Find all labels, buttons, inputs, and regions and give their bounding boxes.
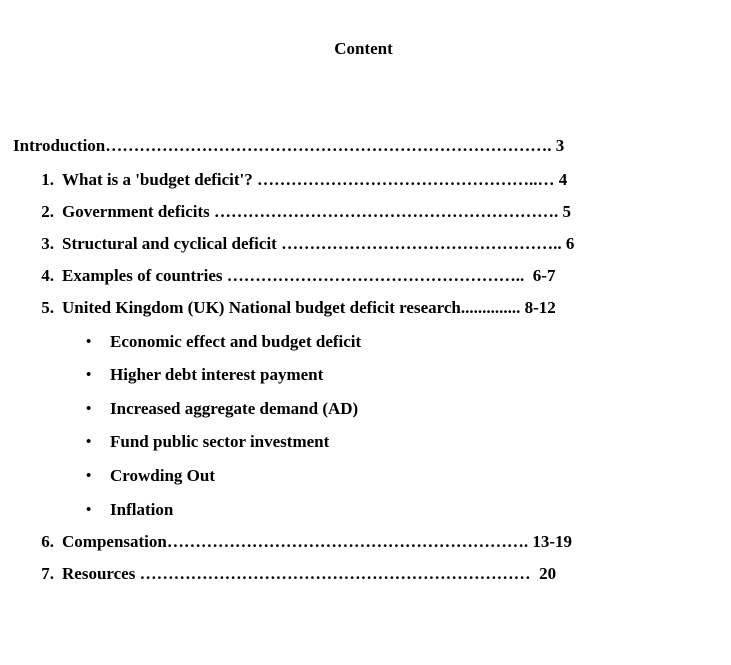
toc-number: 5. [41,298,54,317]
toc-entry-text: Compensation………………………………………………………. 13-19 [62,532,573,551]
toc-number: 4. [41,266,54,285]
toc-entry-text: Examples of countries …………………………………………….. 6-7 [62,266,556,285]
bullet-icon: • [86,367,92,383]
toc-number: 6. [41,532,54,551]
toc-entry-text: What is a 'budget deficit'? …………………………………………..… 4 [62,170,568,189]
bullet-icon: • [86,401,92,417]
toc-title: Content [334,39,393,58]
toc-subentry-text: Higher debt interest payment [110,365,324,384]
bullet-icon: • [86,468,92,484]
toc-number: 1. [41,170,54,189]
toc-entry-text: Resources …………………………………………………………… 20 [62,564,557,583]
toc-number: 2. [41,202,54,221]
bullet-icon: • [86,334,92,350]
toc-number: 3. [41,234,54,253]
toc-subentry-text: Fund public sector investment [110,432,330,451]
toc-entry-text: Government deficits ……………………………………………………. 5 [62,202,572,221]
toc-subentry-text: Increased aggregate demand (AD) [110,399,359,418]
toc-entry-text: Structural and cyclical deficit ………………………………………….. 6 [62,234,575,253]
toc-subentry-text: Economic effect and budget deficit [110,332,362,351]
toc-entry-introduction: Introduction……………………………………………………………………. 3 [13,136,565,155]
bullet-icon: • [86,502,92,518]
bullet-icon: • [86,434,92,450]
toc-entry-text: United Kingdom (UK) National budget deficit research.............. 8-12 [62,298,556,317]
toc-subentry-text: Inflation [110,500,174,519]
toc-number: 7. [41,564,54,583]
toc-subentry-text: Crowding Out [110,466,216,485]
